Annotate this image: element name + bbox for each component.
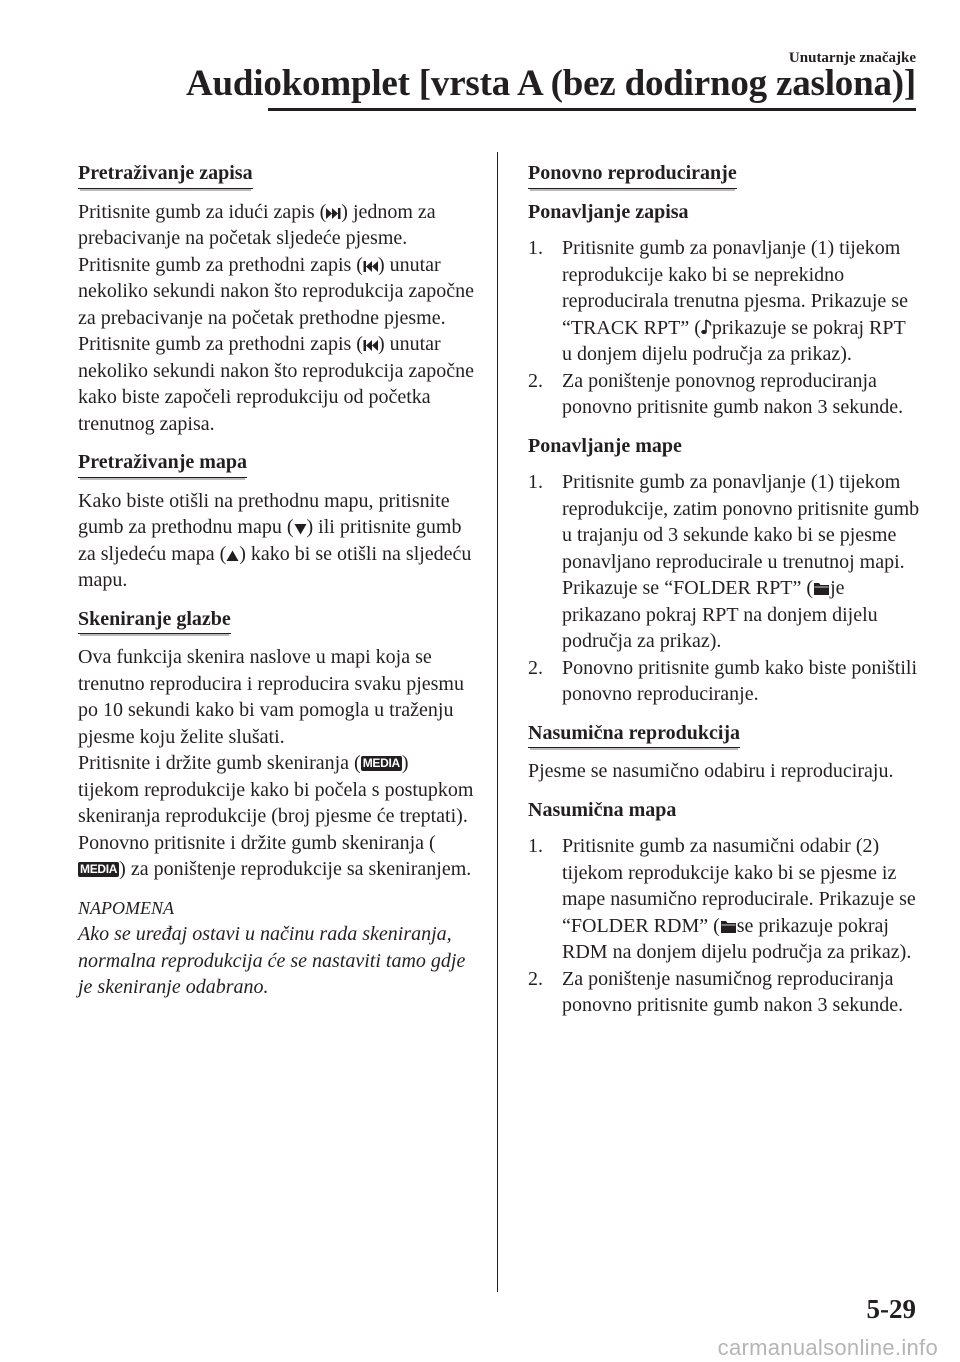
random-folder-steps [528,833,920,1019]
folder-search-heading: Pretraživanje mapa [78,449,247,478]
next-track-icon [326,207,341,220]
previous-track-icon [363,260,378,273]
random-intro: Pjesme se nasumično odabiru i reproduciraju. [528,760,894,782]
column-divider [497,152,498,1292]
repeat-heading: Ponovno reproduciranje [528,160,737,189]
folder-icon [720,919,737,934]
list-item: 2. Ponovno pritisnite gumb kako biste poništili ponovno reproduciranje. [528,656,917,705]
list-item: 2. Za poništenje nasumičnog reproduciranja ponovno pritisnite gumb nakon 3 sekunde. [528,967,904,1016]
folder-down-icon [294,523,307,535]
list-item: 1. Pritisnite gumb za ponavljanje (1) tijekom reprodukcije, zatim ponovno pritisnite gumb u trajanju od 3 sekunde kako bi se pjesme ponavljano reproducirale u trenutnoj mapi. Prikazuje se “FOLDER RPT” ( je prikazano pokraj RPT na donjem dijelu područja za prikaz). [528,471,920,652]
random-folder-subheading: Nasumična mapa [528,798,677,821]
folder-icon [813,581,830,596]
list-item: 1. Pritisnite gumb za nasumični odabir (2) tijekom reprodukcije kako bi se pjesme iz mape nasumično reproducirale. Prikazuje se “FOLDER RDM” ( se prikazuje pokraj RDM na donjem dijelu područja za prikaz). [528,835,916,963]
track-search-paragraph: Pritisnite gumb za idući zapis ( ) jednom za prebacivanje na početak sljedeće pjesme. Pritisnite gumb za prethodni zapis ( ) unutar nekoliko sekundi nakon što reprodukcija započne za prebacivanje na početak prethodne pjesme. Pritisnite gumb za prethodni zapis ( ) unutar nekoliko sekundi nakon što reprodukcija započne kako biste započeli reprodukciju od početka trenutnog zapisa. [78,200,474,435]
media-button-icon: MEDIA [362,756,400,770]
page-number: 5-29 [866,1294,916,1324]
list-item: 2. Za poništenje ponovnog reproduciranja ponovno pritisnite gumb nakon 3 sekunde. [528,369,904,418]
folder-up-icon [226,550,239,562]
repeat-track-subheading: Ponavljanje zapisa [528,200,689,223]
media-button-icon: MEDIA [80,862,118,876]
music-note-icon [701,319,712,336]
scan-heading: Skeniranje glazbe [78,606,231,635]
scan-paragraph: Ova funkcija skenira naslove u mapi koja se trenutno reproducira i reproducira svaku pjesmu po 10 sekundi kako bi vam pomogla u traženju pjesme koju želite slušati. Pritisnite i držite gumb skeniranja ( MEDIA ) tijekom reprodukcije kako bi počela s postupkom skeniranja reprodukcije (broj pjesme će treptati). Ponovno pritisnite i držite gumb skeniranja (MEDIA ) za poništenje reprodukcije sa skeniranjem. [78,646,474,880]
repeat-track-steps [528,235,920,421]
previous-track-icon [363,339,378,352]
track-search-heading: Pretraživanje zapisa [78,160,253,189]
right-column [528,160,920,1019]
page-title: Audiokomplet [vrsta A (bez dodirnog zaslona)] [185,63,916,104]
list-item: 1. Pritisnite gumb za ponavljanje (1) tijekom reprodukcije kako bi se neprekidno reproducirala trenutna pjesma. Prikazuje se “TRACK RPT” ( prikazuje se pokraj RPT u donjem dijelu područja za prikaz). [528,237,908,365]
random-heading: Nasumična reprodukcija [528,720,740,749]
note-text: Ako se uređaj ostavi u načinu rada skeniranja, normalna reprodukcija će se nastaviti tamo gdje je skeniranje odabrano. [78,923,466,998]
note-title: NAPOMENA [78,897,174,918]
section-label: Unutarnje značajke [788,50,916,66]
header-rule [268,108,916,111]
folder-search-paragraph: Kako biste otišli na prethodnu mapu, pritisnite gumb za prethodnu mapu ( ) ili pritisnite gumb za sljedeću mapa ( ) kako bi se otišli na sljedeću mapu. [78,489,472,591]
left-column [78,160,474,1001]
repeat-folder-steps [528,469,920,708]
repeat-folder-subheading: Ponavljanje mape [528,434,682,457]
watermark: carmanualsonline.info [717,1335,938,1360]
